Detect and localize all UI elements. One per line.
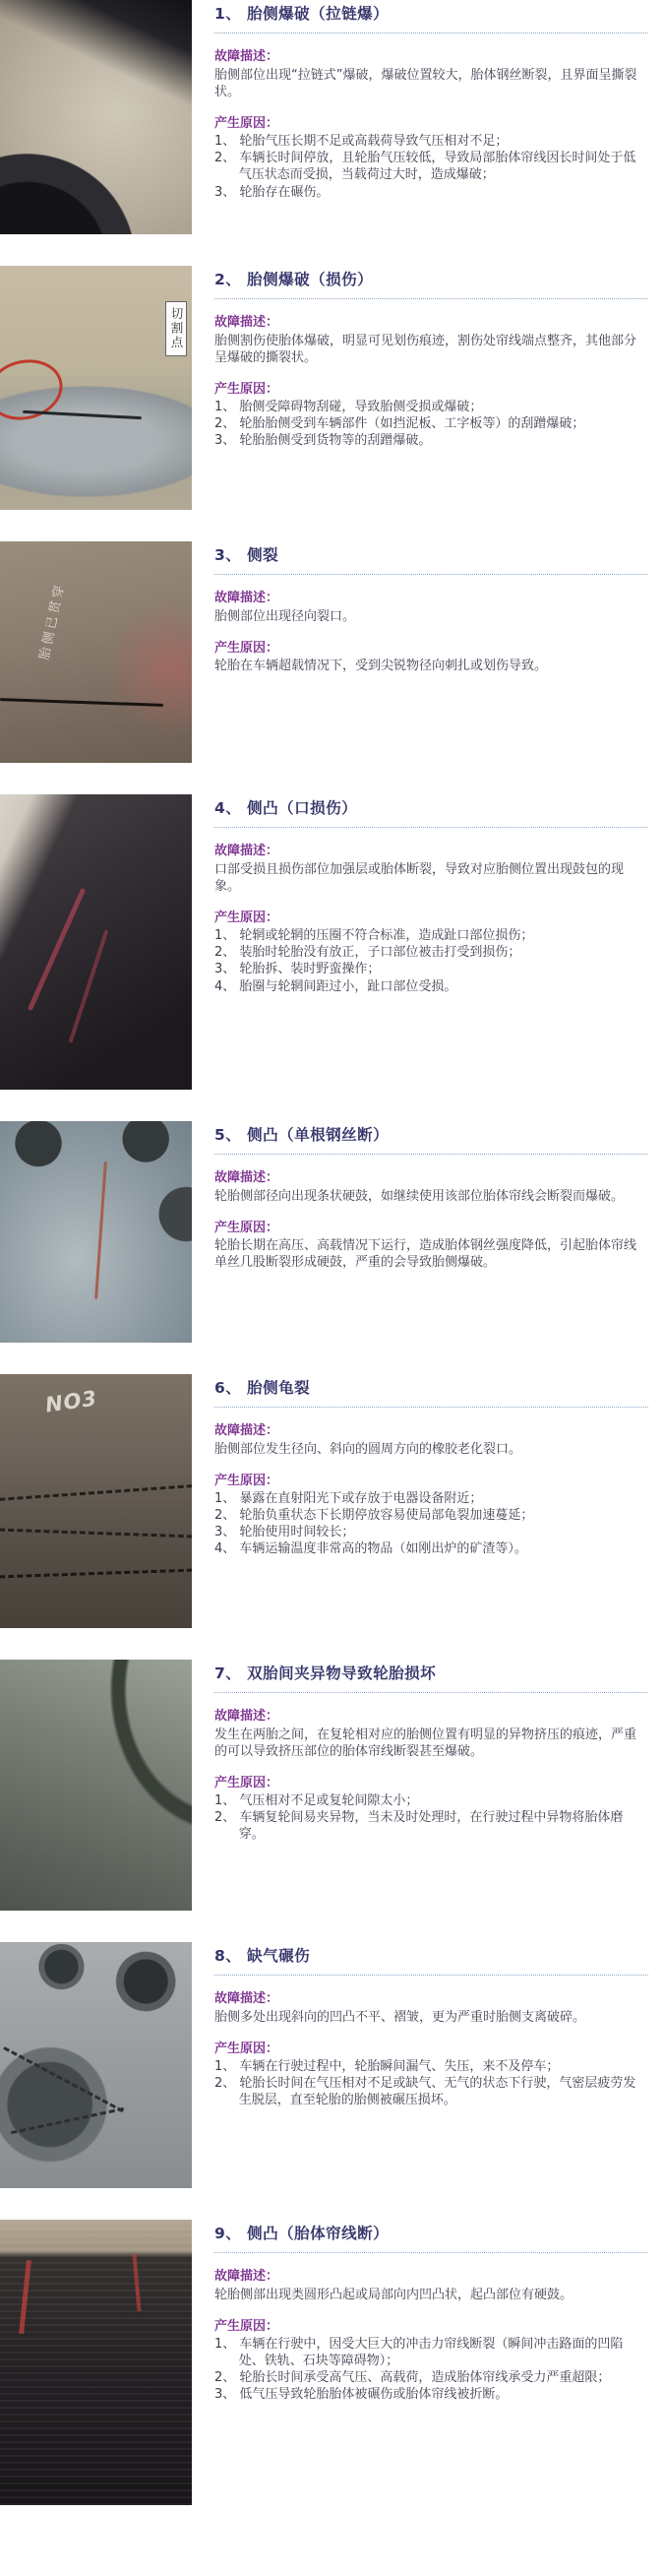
section-text xyxy=(192,1374,664,1558)
cause-list xyxy=(214,1792,648,1843)
photo-chalk-text: NO3 xyxy=(43,1386,99,1417)
section-title: 3、 侧裂 xyxy=(214,545,648,575)
section-text xyxy=(192,1942,664,2108)
section-title: 7、 双胎间夹异物导致轮胎损坏 xyxy=(214,1664,648,1693)
description-text: 胎侧部位发生径向、斜向的圆周方向的橡胶老化裂口。 xyxy=(214,1441,522,1457)
section-run-flat-damage xyxy=(0,1942,664,2188)
crack-mark xyxy=(3,2046,123,2112)
tire-photo-zipper-burst xyxy=(0,0,192,234)
cause-list xyxy=(214,1490,648,1558)
cause-item: 1、 车辆在行驶过程中，轮胎瞬间漏气、失压，来不及停车； xyxy=(214,2058,560,2074)
red-streak xyxy=(19,2260,31,2335)
section-title: 1、 胎侧爆破（拉链爆） xyxy=(214,4,648,33)
description-text: 胎侧部位出现径向裂口。 xyxy=(214,608,356,624)
section-text xyxy=(192,541,664,674)
cause-list xyxy=(214,399,648,449)
section-title: 2、 胎侧爆破（损伤） xyxy=(214,270,648,299)
tire-photo-sidewall-cut xyxy=(0,266,192,510)
cause-item: 2、 车辆复轮间易夹异物，当未及时处理时，在行驶过程中异物将胎体磨穿。 xyxy=(214,1810,624,1843)
cause-label: 产生原因： xyxy=(214,1775,279,1791)
tire-photo-side-crack xyxy=(0,541,192,763)
photo-chalk-text: 胎侧已贯穿 xyxy=(36,581,69,661)
cause-list xyxy=(214,2058,648,2108)
description-label: 故障描述： xyxy=(214,591,279,606)
section-text xyxy=(192,1121,664,1271)
section-zipper-burst xyxy=(0,0,664,234)
tire-photo-aged-sidewall xyxy=(0,1374,192,1628)
cause-list xyxy=(214,133,648,201)
section-text xyxy=(192,794,664,995)
description-label: 故障描述： xyxy=(214,1991,279,2007)
cause-item: 2、 装胎时轮胎没有放正，子口部位被击打受到损伤； xyxy=(214,945,521,961)
cause-label: 产生原因： xyxy=(214,640,279,656)
crack-mark xyxy=(0,698,163,707)
cause-label: 产生原因： xyxy=(214,910,279,925)
cause-label: 产生原因： xyxy=(214,2041,279,2056)
crack-mark xyxy=(0,1568,192,1578)
section-title: 5、 侧凸（单根钢丝断） xyxy=(214,1125,648,1155)
section-title: 6、 胎侧龟裂 xyxy=(214,1378,648,1408)
description-text: 胎侧部位出现“拉链式”爆破，爆破位置较大，胎体钢丝断裂，且界面呈撕裂状。 xyxy=(214,67,637,99)
cause-label: 产生原因： xyxy=(214,2318,279,2334)
section-title: 4、 侧凸（口损伤） xyxy=(214,798,648,828)
section-side-crack xyxy=(0,541,664,763)
cause-label: 产生原因： xyxy=(214,115,279,131)
cause-item: 2、 轮胎长时间承受高气压、高载荷，造成胎体帘线承受力严重超限； xyxy=(214,2370,611,2386)
section-bulge-single-wire xyxy=(0,1121,664,1343)
section-sidewall-cracking xyxy=(0,1374,664,1628)
crack-mark xyxy=(0,1483,192,1501)
description-label: 故障描述： xyxy=(214,844,279,859)
section-sidewall-burst-damage xyxy=(0,266,664,510)
description-label: 故障描述： xyxy=(214,1170,279,1186)
cause-item: 4、 车辆运输温度非常高的物品（如刚出炉的矿渣等）。 xyxy=(214,1541,527,1557)
cause-item: 3、 低气压导致轮胎胎体被碾伤或胎体帘线被折断。 xyxy=(214,2387,509,2403)
cause-item: 1、 车辆在行驶中，因受大巨大的冲击力帘线断裂（瞬间冲击路面的凹陷处、铁轨、石块等障碍物）； xyxy=(214,2336,624,2369)
cause-item: 1、 轮辋或轮辋的压圈不符合标准，造成趾口部位损伤； xyxy=(214,928,534,944)
cause-list xyxy=(214,2336,648,2404)
description-text: 轮胎侧部出现类圆形凸起或局部向内凹凸状，起凸部位有硬鼓。 xyxy=(214,2287,573,2302)
description-label: 故障描述： xyxy=(214,2269,279,2285)
red-circle-annotation xyxy=(0,351,69,427)
crack-mark xyxy=(11,2107,124,2134)
red-streak xyxy=(27,888,85,1011)
cause-item: 3、 轮胎拆、装时野蛮操作； xyxy=(214,962,381,977)
red-streak xyxy=(68,929,108,1042)
description-label: 故障描述： xyxy=(214,1423,279,1439)
description-label: 故障描述： xyxy=(214,1709,279,1725)
cause-item: 1、 暴露在直射阳光下或存放于电器设备附近； xyxy=(214,1490,483,1506)
tire-photo-bead-damage xyxy=(0,794,192,1090)
crack-mark xyxy=(0,1528,192,1538)
cause-item: 3、 轮胎存在碾伤。 xyxy=(214,184,330,200)
wire-break-mark xyxy=(95,1162,108,1298)
section-title: 9、 侧凸（胎体帘线断） xyxy=(214,2224,648,2253)
tire-photo-cord-break xyxy=(0,2220,192,2505)
cause-item: 3、 轮胎使用时间较长； xyxy=(214,1525,355,1540)
red-streak xyxy=(132,2254,141,2311)
section-bulge-carcass-cord-break xyxy=(0,2220,664,2505)
section-text xyxy=(192,266,664,450)
photo-label-box: 切割点 xyxy=(165,301,187,356)
cause-item: 3、 轮胎胎侧受到货物等的刮蹭爆破。 xyxy=(214,433,432,449)
cause-text: 轮胎长期在高压、高载情况下运行，造成胎体钢丝强度降低，引起胎体帘线单丝几股断裂形成硬鼓，严重的会导致胎侧爆破。 xyxy=(214,1237,637,1271)
section-text xyxy=(192,1660,664,1844)
description-text: 轮胎侧部径向出现条状硬鼓，如继续使用该部位胎体帘线会断裂而爆破。 xyxy=(214,1188,625,1204)
cause-item: 2、 轮胎负重状态下长期停放容易使局部龟裂加速蔓延； xyxy=(214,1508,534,1524)
cause-item: 2、 车辆长时间停放，且轮胎气压较低，导致局部胎体帘线因长时间处于低气压状态而受损，当载荷过大时，造成爆破； xyxy=(214,151,636,183)
cause-item: 4、 胎圈与轮辋间距过小，趾口部位受损。 xyxy=(214,978,457,994)
section-title: 8、 缺气碾伤 xyxy=(214,1946,648,1976)
section-text xyxy=(192,2220,664,2404)
section-bulge-bead-damage xyxy=(0,794,664,1090)
cause-item: 1、 轮胎气压长期不足或高载荷导致气压相对不足； xyxy=(214,134,509,150)
tire-photo-dual-tire xyxy=(0,1660,192,1911)
cause-text: 轮胎在车辆超载情况下，受到尖锐物径向刺扎或划伤导致。 xyxy=(214,658,548,673)
tire-photo-rim-closeup xyxy=(0,1121,192,1343)
description-label: 故障描述： xyxy=(214,315,279,331)
cause-item: 1、 气压相对不足或复轮间隙太小； xyxy=(214,1793,419,1809)
tire-photo-run-flat xyxy=(0,1942,192,2188)
description-text: 发生在两胎之间，在复轮相对应的胎侧位置有明显的异物挤压的痕迹，严重的可以导致挤压部位的胎体帘线断裂甚至爆破。 xyxy=(214,1727,637,1759)
cause-item: 2、 轮胎长时间在气压相对不足或缺气、无气的状态下行驶，气密层疲劳发生脱层，直至轮胎的胎侧被碾压损坏。 xyxy=(214,2076,636,2108)
description-label: 故障描述： xyxy=(214,49,279,65)
cause-label: 产生原因： xyxy=(214,381,279,397)
cause-item: 1、 胎侧受障碍物刮碰，导致胎侧受损或爆破； xyxy=(214,400,483,415)
cause-list xyxy=(214,927,648,995)
description-text: 口部受损且损伤部位加强层或胎体断裂，导致对应胎侧位置出现鼓包的现象。 xyxy=(214,861,625,894)
description-text: 胎侧多处出现斜向的凹凸不平、褶皱，更为严重时胎侧支离破碎。 xyxy=(214,2009,586,2025)
cause-label: 产生原因： xyxy=(214,1220,279,1235)
cause-label: 产生原因： xyxy=(214,1473,279,1488)
cause-item: 2、 轮胎胎侧受到车辆部件（如挡泥板、工字板等）的刮蹭爆破； xyxy=(214,416,585,432)
section-text xyxy=(192,0,664,201)
description-text: 胎侧割伤使胎体爆破，明显可见划伤痕迹，割伤处帘线端点整齐，其他部分呈爆破的撕裂状。 xyxy=(214,333,637,365)
section-dual-tire-foreign-object xyxy=(0,1660,664,1911)
